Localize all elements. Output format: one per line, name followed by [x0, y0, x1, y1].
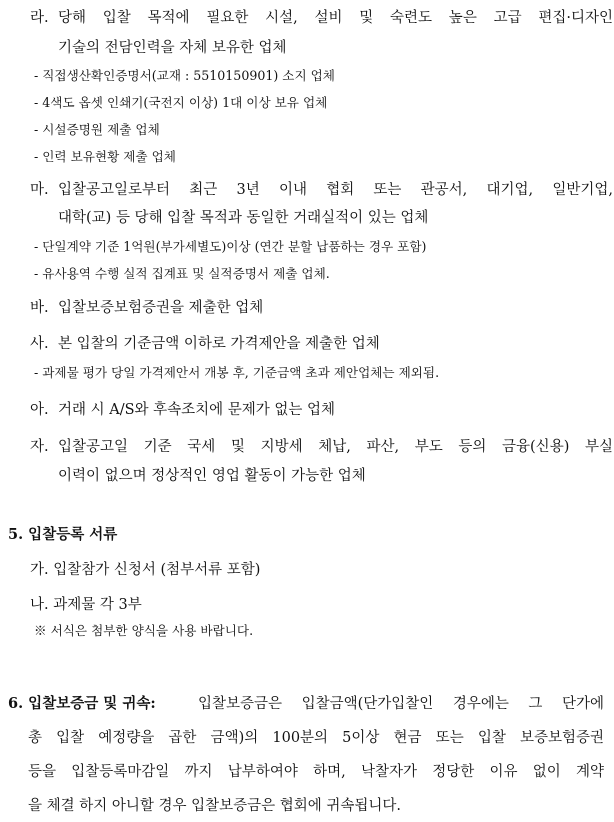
item-ba-label: 바. — [30, 300, 49, 316]
section5-note: ※ 서식은 첨부한 양식을 사용 바랍니다. — [34, 623, 254, 638]
item-ma-line1: 입찰공고일로부터 최근 3년 이내 협회 또는 관공서, 대기업, 일반기업, — [58, 182, 613, 198]
section6-line1-text: 입찰보증금은 입찰금액(단가입찰인 경우에는 그 단가에 — [198, 696, 604, 712]
item-sa-label: 사. — [30, 336, 49, 352]
item-ja-line2: 이력이 없으며 정상적인 영업 활동이 가능한 업체 — [58, 468, 366, 484]
section6-line3: 등을 입찰등록마감일 까지 납부하여야 하며, 낙찰자가 정당한 이유 없이 계약 — [28, 764, 604, 780]
item-ra-line1: 당해 입찰 목적에 필요한 시설, 설비 및 숙련도 높은 고급 편집·디자인 — [58, 10, 613, 26]
section5-item-ga: 가. 입찰참가 신청서 (첨부서류 포함) — [30, 562, 261, 578]
item-ra-label: 라. — [30, 10, 49, 26]
item-ja-line1: 입찰공고일 기준 국세 및 지방세 체납, 파산, 부도 등의 금융(신용) 부실 — [58, 439, 613, 455]
section5-heading: 5. 입찰등록 서류 — [8, 526, 118, 543]
item-ja-label: 자. — [30, 439, 49, 455]
item-ra-sub-3: - 시설증명원 제출 업체 — [34, 122, 160, 137]
item-ma-label: 마. — [30, 182, 49, 198]
item-ma-sub-1: - 단일계약 기준 1억원(부가세별도)이상 (연간 분할 납품하는 경우 포함) — [34, 239, 427, 254]
item-sa-line1: 본 입찰의 기준금액 이하로 가격제안을 제출한 업체 — [58, 336, 380, 352]
item-ra-sub-1: - 직접생산확인증명서(교재 : 5510150901) 소지 업체 — [34, 68, 335, 83]
section6-line4: 을 체결 하지 아니할 경우 입찰보증금은 협회에 귀속됩니다. — [28, 798, 402, 814]
section6-heading: 6. 입찰보증금 및 귀속: — [8, 695, 156, 712]
item-sa-sub-1: - 과제물 평가 당일 가격제안서 개봉 후, 기준금액 초과 제안업체는 제외됨. — [34, 365, 440, 380]
item-ba-line1: 입찰보증보험증권을 제출한 업체 — [58, 300, 264, 316]
section5-item-na: 나. 과제물 각 3부 — [30, 597, 142, 613]
item-ma-sub-2: - 유사용역 수행 실적 집계표 및 실적증명서 제출 업체. — [34, 266, 330, 281]
item-a-label: 아. — [30, 402, 49, 418]
item-ra-sub-2: - 4색도 옵셋 인쇄기(국전지 이상) 1대 이상 보유 업체 — [34, 95, 328, 110]
item-ma-line2: 대학(교) 등 당해 입찰 목적과 동일한 거래실적이 있는 업체 — [58, 210, 429, 226]
item-ra-sub-4: - 인력 보유현황 제출 업체 — [34, 149, 176, 164]
item-a-line1: 거래 시 A/S와 후속조치에 문제가 없는 업체 — [58, 402, 336, 418]
item-ra-line2: 기술의 전담인력을 자체 보유한 업체 — [58, 40, 287, 56]
section6-line2: 총 입찰 예정량을 곱한 금액)의 100분의 5이상 현금 또는 입찰 보증보험증권 — [28, 730, 604, 746]
